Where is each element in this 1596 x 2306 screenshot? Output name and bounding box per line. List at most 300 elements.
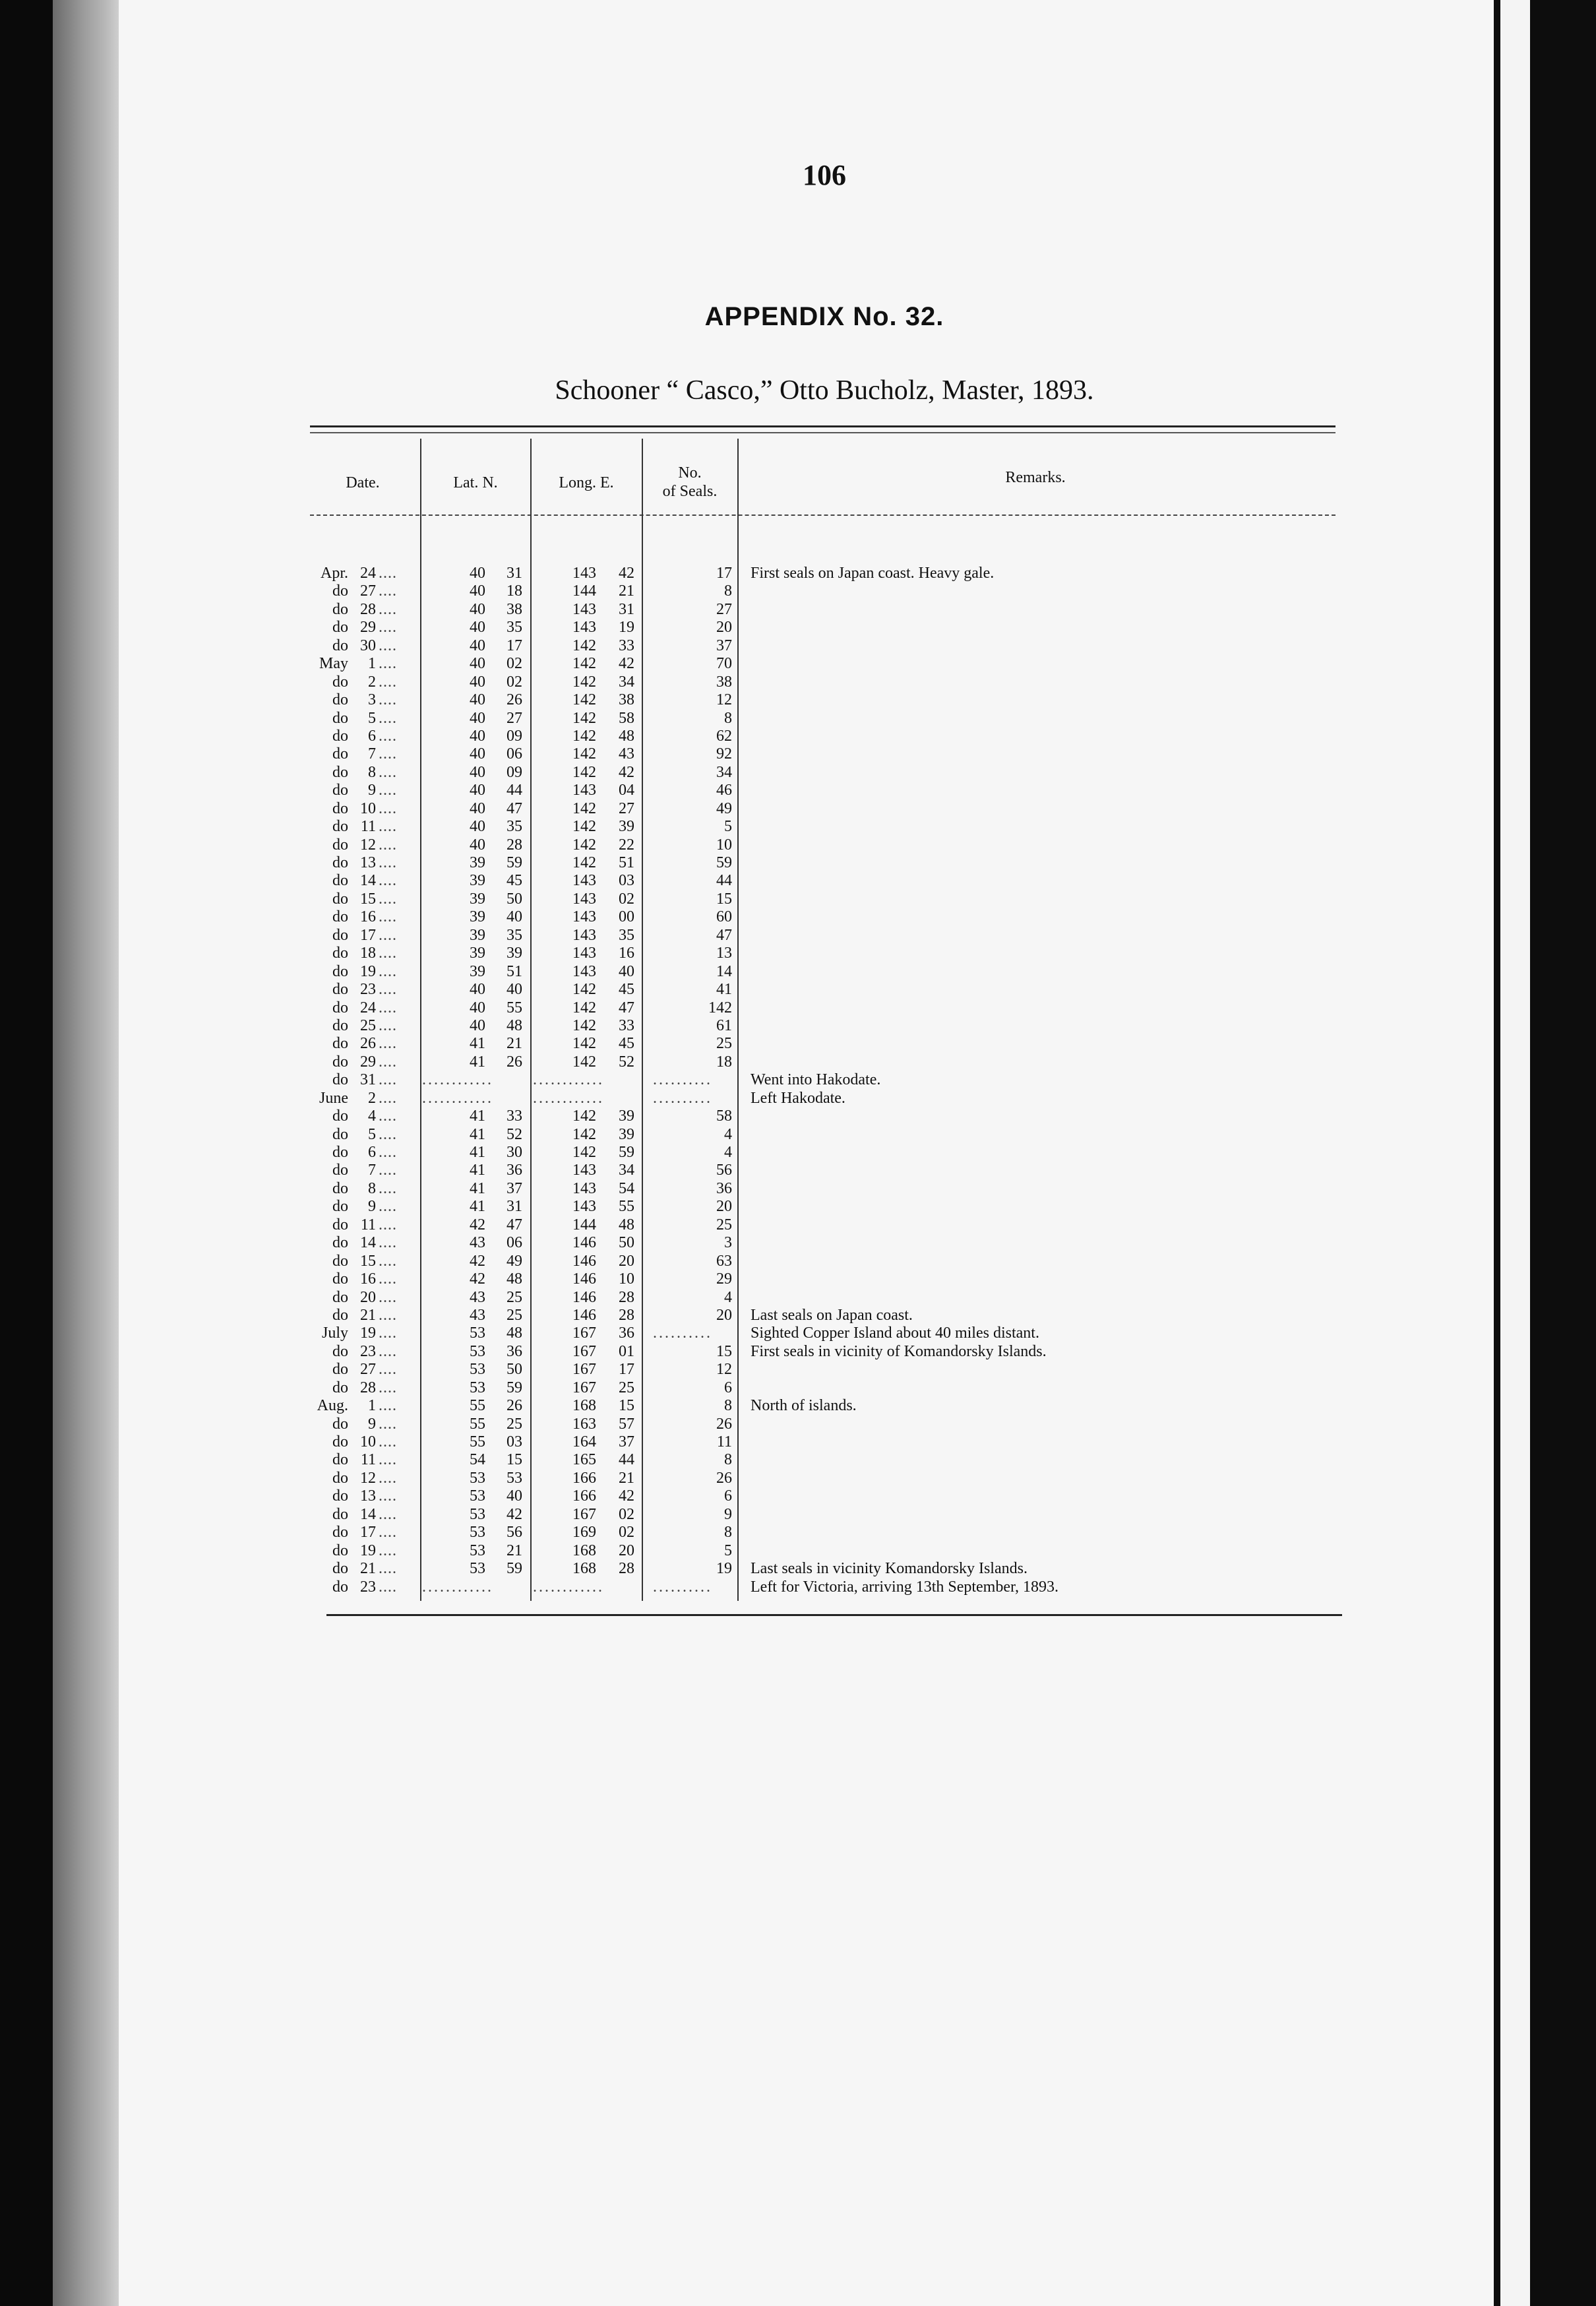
row-lat-minutes: 26 (506, 1053, 522, 1071)
row-dot-leader: .... (379, 1179, 397, 1197)
row-long-minutes: 45 (619, 981, 634, 999)
row-long-minutes: 25 (619, 1379, 634, 1396)
row-month: do (332, 691, 348, 709)
row-dot-leader: .... (379, 1089, 397, 1107)
table-row (310, 1216, 1365, 1234)
table-row (310, 1234, 1365, 1252)
row-lat-degrees: 39 (470, 945, 485, 962)
row-day: 15 (360, 1252, 376, 1270)
row-month: do (332, 1071, 348, 1089)
row-lat-degrees: 42 (470, 1216, 485, 1233)
row-seals: 8 (724, 1397, 732, 1415)
row-month: do (332, 818, 348, 836)
row-lat-degrees: 40 (470, 981, 485, 999)
row-month: do (332, 1415, 348, 1433)
row-long-minutes: 27 (619, 799, 634, 817)
row-day: 28 (360, 600, 376, 618)
row-day: 11 (360, 1451, 376, 1469)
row-month: do (332, 1487, 348, 1505)
row-lat-minutes: 31 (506, 565, 522, 582)
row-seals: 58 (716, 1107, 732, 1125)
table-row (310, 1307, 1365, 1324)
row-dot-leader: .... (379, 818, 397, 836)
row-seals: 60 (716, 908, 732, 926)
row-lat-degrees: 41 (470, 1179, 485, 1197)
row-seals: 63 (716, 1252, 732, 1270)
page-binding-shadow (53, 0, 119, 2306)
row-lat-minutes: 59 (506, 854, 522, 871)
row-lat-minutes: 17 (506, 637, 522, 654)
row-lat-minutes: 55 (506, 999, 522, 1016)
scan-left-edge (0, 0, 53, 2306)
row-dot-leader: .... (379, 1162, 397, 1179)
row-seals: 8 (724, 709, 732, 727)
row-lat-degrees: 39 (470, 908, 485, 926)
row-long-degrees: 142 (572, 673, 596, 691)
row-lat-minutes: 25 (506, 1288, 522, 1306)
document-subtitle: Schooner “ Casco,” Otto Bucholz, Master, 1893. (555, 375, 1094, 406)
row-month: do (332, 619, 348, 637)
row-long-minutes: 43 (619, 745, 634, 763)
row-dot-leader: .... (379, 1252, 397, 1270)
row-month: do (332, 799, 348, 817)
row-long-degrees: 167 (572, 1361, 596, 1379)
row-lat-degrees: 39 (470, 872, 485, 890)
row-dot-leader: .... (379, 1035, 397, 1053)
row-month: do (332, 1451, 348, 1469)
row-day: 19 (360, 1542, 376, 1559)
row-long-minutes: 42 (619, 565, 634, 582)
row-seals: 41 (716, 981, 732, 999)
row-long-degrees: 167 (572, 1324, 596, 1342)
row-month: do (332, 1379, 348, 1396)
row-day: 3 (368, 691, 376, 709)
row-long-minutes: 54 (619, 1179, 634, 1197)
row-long-degrees: 142 (572, 1144, 596, 1161)
table-row (310, 1144, 1365, 1162)
row-day: 2 (368, 1089, 376, 1107)
row-month: Aug. (317, 1397, 348, 1415)
row-lat-minutes: 35 (506, 926, 522, 944)
row-remark: Sighted Copper Island about 40 miles distant. (751, 1324, 1039, 1342)
row-dot-leader: .... (379, 1324, 397, 1342)
row-month: do (332, 1361, 348, 1379)
row-long-degrees: 142 (572, 981, 596, 999)
row-remark: Last seals on Japan coast. (751, 1306, 913, 1324)
row-dot-leader: .... (379, 1306, 397, 1324)
table-row (310, 601, 1365, 619)
row-long-degrees: 165 (572, 1451, 596, 1469)
table-row (310, 836, 1365, 854)
row-long-minutes: 22 (619, 836, 634, 854)
row-lat-degrees: 40 (470, 637, 485, 654)
row-month: do (332, 745, 348, 763)
table-row (310, 818, 1365, 836)
row-month: do (332, 1035, 348, 1053)
row-month: Apr. (321, 565, 348, 582)
row-long-degrees: 142 (572, 1125, 596, 1143)
appendix-title: APPENDIX No. 32. (704, 302, 944, 331)
row-long-degrees: 143 (572, 1198, 596, 1216)
row-seals: 62 (716, 727, 732, 745)
row-day: 6 (368, 1144, 376, 1161)
row-long-degrees: 142 (572, 655, 596, 673)
table-row (310, 1397, 1365, 1415)
row-lat-minutes: 52 (506, 1125, 522, 1143)
row-long-minutes: 55 (619, 1198, 634, 1216)
table-bottom-rule (326, 1614, 1342, 1616)
table-row (310, 981, 1365, 999)
row-dot-leader: .... (379, 1415, 397, 1433)
row-day: 1 (368, 1397, 376, 1415)
row-long-degrees: 167 (572, 1379, 596, 1396)
row-lat-minutes: 45 (506, 872, 522, 890)
row-day: 24 (360, 565, 376, 582)
row-long-degrees: 167 (572, 1342, 596, 1360)
row-month: do (332, 1252, 348, 1270)
table-row (310, 1470, 1365, 1487)
row-lat-minutes: 06 (506, 1234, 522, 1252)
row-day: 19 (360, 962, 376, 980)
row-seals: 3 (724, 1234, 732, 1252)
row-long-minutes: 48 (619, 1216, 634, 1233)
row-month: do (332, 1016, 348, 1034)
row-empty-filler: .......... (653, 1578, 712, 1596)
row-month: do (332, 600, 348, 618)
row-dot-leader: .... (379, 872, 397, 890)
row-month: do (332, 908, 348, 926)
page-number: 106 (803, 159, 846, 191)
row-long-minutes: 45 (619, 1035, 634, 1053)
row-day: 14 (360, 1234, 376, 1252)
row-empty-filler: .......... (653, 1089, 712, 1107)
row-day: 6 (368, 727, 376, 745)
row-month: do (332, 1578, 348, 1596)
row-lat-degrees: 53 (470, 1342, 485, 1360)
row-empty-filler: ............ (422, 1089, 493, 1107)
row-month: do (332, 673, 348, 691)
table-row (310, 1361, 1365, 1379)
row-long-degrees: 168 (572, 1560, 596, 1578)
row-seals: 8 (724, 1524, 732, 1542)
row-seals: 70 (716, 655, 732, 673)
row-month: do (332, 1198, 348, 1216)
table-row (310, 1090, 1365, 1107)
row-long-minutes: 02 (619, 1524, 634, 1542)
row-seals: 44 (716, 872, 732, 890)
row-long-minutes: 42 (619, 1487, 634, 1505)
row-dot-leader: .... (379, 1288, 397, 1306)
row-lat-minutes: 51 (506, 962, 522, 980)
table-row (310, 582, 1365, 600)
row-day: 12 (360, 836, 376, 854)
log-table-body (310, 565, 1365, 1596)
row-long-minutes: 37 (619, 1433, 634, 1450)
row-month: do (332, 1234, 348, 1252)
row-lat-degrees: 55 (470, 1433, 485, 1450)
table-row (310, 963, 1365, 981)
row-long-minutes: 51 (619, 854, 634, 871)
row-lat-minutes: 15 (506, 1451, 522, 1469)
row-seals: 4 (724, 1288, 732, 1306)
row-long-degrees: 142 (572, 637, 596, 654)
row-seals: 12 (716, 691, 732, 709)
table-row (310, 1506, 1365, 1524)
row-long-minutes: 19 (619, 619, 634, 637)
row-day: 17 (360, 926, 376, 944)
row-lat-degrees: 53 (470, 1505, 485, 1523)
row-empty-filler: ............ (533, 1578, 604, 1596)
row-dot-leader: .... (379, 1234, 397, 1252)
row-lat-degrees: 40 (470, 782, 485, 799)
row-day: 19 (360, 1324, 376, 1342)
row-day: 14 (360, 1505, 376, 1523)
row-dot-leader: .... (379, 1107, 397, 1125)
table-row (310, 745, 1365, 763)
row-lat-minutes: 53 (506, 1469, 522, 1487)
row-month: do (332, 854, 348, 871)
row-dot-leader: .... (379, 565, 397, 582)
row-lat-degrees: 40 (470, 709, 485, 727)
table-row (310, 691, 1365, 709)
row-seals: 26 (716, 1415, 732, 1433)
row-seals: 4 (724, 1144, 732, 1161)
table-top-rule (310, 425, 1335, 427)
row-seals: 13 (716, 945, 732, 962)
row-dot-leader: .... (379, 619, 397, 637)
row-dot-leader: .... (379, 763, 397, 781)
row-long-degrees: 169 (572, 1524, 596, 1542)
row-lat-minutes: 50 (506, 1361, 522, 1379)
row-dot-leader: .... (379, 1361, 397, 1379)
row-lat-minutes: 39 (506, 945, 522, 962)
row-long-minutes: 40 (619, 962, 634, 980)
row-lat-degrees: 39 (470, 890, 485, 908)
row-empty-filler: .......... (653, 1324, 712, 1342)
row-lat-minutes: 03 (506, 1433, 522, 1450)
row-lat-degrees: 40 (470, 582, 485, 600)
row-lat-minutes: 47 (506, 799, 522, 817)
row-long-degrees: 143 (572, 619, 596, 637)
row-remark: North of islands. (751, 1397, 857, 1415)
row-seals: 27 (716, 600, 732, 618)
row-seals: 20 (716, 619, 732, 637)
row-day: 12 (360, 1469, 376, 1487)
row-lat-minutes: 48 (506, 1324, 522, 1342)
header-lat: Lat. N. (453, 474, 498, 491)
row-lat-minutes: 37 (506, 1179, 522, 1197)
row-dot-leader: .... (379, 1542, 397, 1559)
table-top-rule-inner (310, 432, 1335, 433)
row-remark: Last seals in vicinity Komandorsky Islands. (751, 1560, 1028, 1578)
table-row (310, 782, 1365, 799)
row-long-degrees: 142 (572, 818, 596, 836)
row-dot-leader: .... (379, 600, 397, 618)
row-seals: 5 (724, 818, 732, 836)
row-dot-leader: .... (379, 890, 397, 908)
row-lat-minutes: 09 (506, 763, 522, 781)
row-month: June (319, 1089, 348, 1107)
row-long-degrees: 146 (572, 1252, 596, 1270)
row-day: 5 (368, 1125, 376, 1143)
row-lat-degrees: 41 (470, 1198, 485, 1216)
row-lat-degrees: 40 (470, 999, 485, 1016)
row-day: 30 (360, 637, 376, 654)
row-lat-minutes: 06 (506, 745, 522, 763)
row-seals: 11 (716, 1433, 732, 1450)
row-month: do (332, 1288, 348, 1306)
header-date: Date. (346, 474, 380, 491)
table-row (310, 1433, 1365, 1451)
row-lat-degrees: 39 (470, 926, 485, 944)
row-lat-degrees: 43 (470, 1234, 485, 1252)
row-seals: 29 (716, 1270, 732, 1288)
row-long-minutes: 21 (619, 582, 634, 600)
row-month: do (332, 945, 348, 962)
row-month: do (332, 1179, 348, 1197)
row-day: 16 (360, 1270, 376, 1288)
row-lat-minutes: 31 (506, 1198, 522, 1216)
row-long-degrees: 144 (572, 1216, 596, 1233)
row-lat-minutes: 49 (506, 1252, 522, 1270)
row-dot-leader: .... (379, 745, 397, 763)
row-day: 9 (368, 1198, 376, 1216)
row-seals: 9 (724, 1505, 732, 1523)
row-lat-degrees: 40 (470, 619, 485, 637)
row-month: do (332, 1524, 348, 1542)
row-long-minutes: 04 (619, 782, 634, 799)
row-month: do (332, 872, 348, 890)
row-dot-leader: .... (379, 1487, 397, 1505)
table-row (310, 655, 1365, 673)
row-day: 24 (360, 999, 376, 1016)
row-month: do (332, 763, 348, 781)
table-row (310, 710, 1365, 728)
row-long-minutes: 57 (619, 1415, 634, 1433)
row-lat-minutes: 48 (506, 1270, 522, 1288)
row-lat-degrees: 40 (470, 600, 485, 618)
row-long-minutes: 39 (619, 818, 634, 836)
row-dot-leader: .... (379, 782, 397, 799)
row-dot-leader: .... (379, 673, 397, 691)
row-month: do (332, 1053, 348, 1071)
row-lat-minutes: 09 (506, 727, 522, 745)
row-long-minutes: 36 (619, 1324, 634, 1342)
row-seals: 19 (716, 1560, 732, 1578)
row-day: 31 (360, 1071, 376, 1089)
row-dot-leader: .... (379, 1016, 397, 1034)
row-lat-degrees: 55 (470, 1397, 485, 1415)
row-long-minutes: 58 (619, 709, 634, 727)
row-lat-minutes: 40 (506, 1487, 522, 1505)
row-lat-minutes: 35 (506, 818, 522, 836)
row-day: 29 (360, 1053, 376, 1071)
row-lat-degrees: 41 (470, 1035, 485, 1053)
row-dot-leader: .... (379, 1342, 397, 1360)
row-long-degrees: 144 (572, 582, 596, 600)
row-month: do (332, 1433, 348, 1450)
row-seals: 56 (716, 1162, 732, 1179)
row-month: do (332, 962, 348, 980)
row-lat-degrees: 41 (470, 1053, 485, 1071)
row-dot-leader: .... (379, 999, 397, 1016)
row-day: 8 (368, 763, 376, 781)
table-row (310, 1071, 1365, 1089)
table-row (310, 1035, 1365, 1053)
row-long-degrees: 143 (572, 1162, 596, 1179)
row-seals: 20 (716, 1306, 732, 1324)
row-day: 17 (360, 1524, 376, 1542)
row-long-minutes: 02 (619, 890, 634, 908)
row-long-minutes: 47 (619, 999, 634, 1016)
row-long-degrees: 142 (572, 854, 596, 871)
row-dot-leader: .... (379, 691, 397, 709)
row-long-minutes: 31 (619, 600, 634, 618)
row-seals: 15 (716, 1342, 732, 1360)
row-dot-leader: .... (379, 1469, 397, 1487)
row-long-minutes: 20 (619, 1542, 634, 1559)
table-row (310, 1253, 1365, 1270)
table-row (310, 673, 1365, 691)
row-lat-degrees: 42 (470, 1270, 485, 1288)
row-lat-degrees: 55 (470, 1415, 485, 1433)
row-day: 13 (360, 854, 376, 871)
row-long-minutes: 34 (619, 1162, 634, 1179)
row-lat-degrees: 53 (470, 1324, 485, 1342)
row-long-minutes: 03 (619, 872, 634, 890)
row-lat-degrees: 53 (470, 1524, 485, 1542)
table-row (310, 1162, 1365, 1179)
row-seals: 17 (716, 565, 732, 582)
row-lat-minutes: 28 (506, 836, 522, 854)
row-empty-filler: .......... (653, 1071, 712, 1089)
row-lat-minutes: 26 (506, 1397, 522, 1415)
row-dot-leader: .... (379, 1198, 397, 1216)
row-long-degrees: 146 (572, 1234, 596, 1252)
row-month: do (332, 709, 348, 727)
table-row (310, 764, 1365, 782)
header-seals (644, 464, 736, 501)
row-day: 15 (360, 890, 376, 908)
header-seals-line2: of Seals. (662, 483, 718, 500)
row-month: do (332, 637, 348, 654)
row-dot-leader: .... (379, 1071, 397, 1089)
row-empty-filler: ............ (533, 1071, 604, 1089)
row-long-degrees: 167 (572, 1505, 596, 1523)
row-long-degrees: 142 (572, 1035, 596, 1053)
row-long-degrees: 142 (572, 745, 596, 763)
row-lat-minutes: 25 (506, 1306, 522, 1324)
row-dot-leader: .... (379, 1216, 397, 1233)
row-lat-minutes: 35 (506, 619, 522, 637)
table-row (310, 637, 1365, 655)
row-long-minutes: 02 (619, 1505, 634, 1523)
row-long-minutes: 10 (619, 1270, 634, 1288)
row-lat-degrees: 40 (470, 836, 485, 854)
row-dot-leader: .... (379, 945, 397, 962)
header-long: Long. E. (559, 474, 614, 491)
row-day: 28 (360, 1379, 376, 1396)
row-month: do (332, 1125, 348, 1143)
row-lat-minutes: 50 (506, 890, 522, 908)
row-month: do (332, 981, 348, 999)
row-month: do (332, 1469, 348, 1487)
row-lat-minutes: 33 (506, 1107, 522, 1125)
row-day: 14 (360, 872, 376, 890)
row-day: 11 (360, 818, 376, 836)
row-lat-minutes: 21 (506, 1542, 522, 1559)
row-dot-leader: .... (379, 1505, 397, 1523)
